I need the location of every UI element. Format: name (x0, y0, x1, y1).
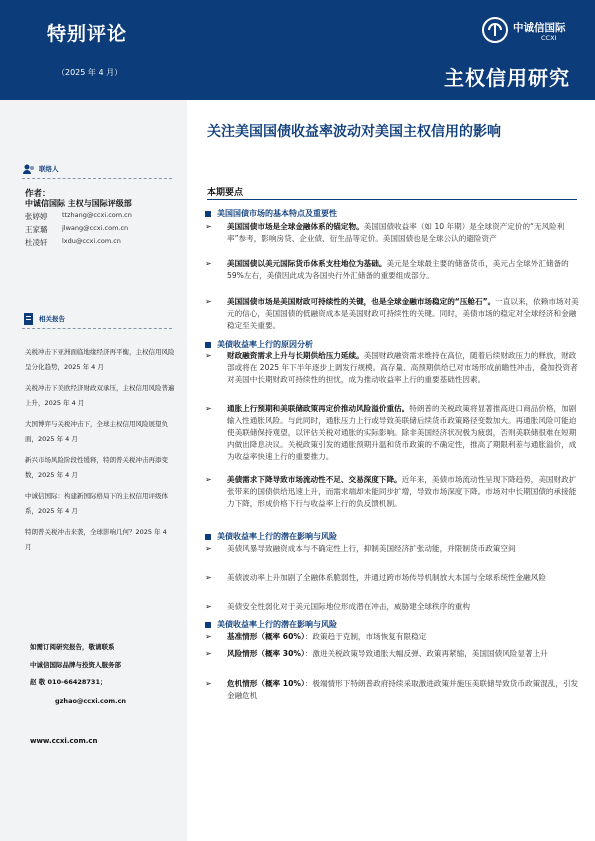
item-lead: 通胀上行预期和美联储政策再定价推动风险溢价重估。 (227, 404, 410, 413)
divider (22, 178, 172, 179)
section-heading (205, 208, 337, 219)
related-label: 相关报告 (39, 315, 65, 323)
item-lead: 美国国债市场是全球金融体系的锚定物。 (227, 222, 364, 231)
related-report[interactable]: 中诚信国际：构建新国际格局下的主权信用评级体系，2025 年 4 月 (25, 492, 168, 515)
section-heading (205, 619, 337, 630)
contacts-label: 联络人 (39, 165, 59, 173)
arrow-bullet-icon: ➢ (205, 679, 212, 688)
logo-text: 中诚信国际 (513, 22, 566, 34)
authors-org: 中诚信国际 主权与国际评级部 (25, 199, 132, 208)
arrow-bullet-icon: ➢ (205, 351, 212, 360)
list-item (205, 350, 580, 386)
section-heading (205, 339, 313, 350)
section-heading-text: 美债收益率上行的潜在影响与风险 (217, 532, 337, 541)
related-heading (22, 313, 65, 325)
section-heading-text: 美国国债市场的基本特点及重要性 (217, 209, 337, 218)
list-item (205, 543, 580, 555)
contacts-heading (22, 163, 59, 175)
service-dept: 中诚信国际品牌与投资人服务部 (30, 661, 121, 669)
item-lead: 危机情形（概率 10%） (227, 679, 305, 688)
contact-email[interactable]: gzhao@ccxi.com.cn (55, 697, 127, 705)
item-text: 美债风暴导致融资成本与不确定性上行，抑制美国经济扩张动能，并限制货币政策空间 (227, 544, 516, 553)
item-lead: 美国国债市场是美国财政可持续性的关键，也是全球金融市场稳定的“压舱石”。 (227, 297, 496, 306)
section-heading-text: 美债收益率上行的潜在影响与风险 (217, 620, 337, 629)
divider (22, 328, 172, 329)
author-entry (25, 211, 132, 222)
arrow-bullet-icon: ➢ (205, 649, 212, 658)
list-item (205, 403, 580, 463)
list-item (205, 474, 580, 510)
item-lead: 基准情形（概率 60%） (227, 632, 305, 641)
item-text: 美元是全球最主要的储备货币，美元占全球外汇储备的 59%左右，美债因此成为各国央行外汇储备的重要组成部分。 (227, 259, 569, 280)
item-lead: 风险情形（概率 30%） (227, 649, 305, 658)
square-bullet-icon (205, 342, 211, 348)
square-bullet-icon (205, 534, 211, 540)
list-item (205, 678, 580, 702)
document-icon (22, 313, 36, 325)
item-text: 美国国债收益率（如 10 年期）是全球资产定价的“无风险利率”参考，影响房贷、企业债、衍生品等定价。美国国债也是全球公认的避险资产 (227, 222, 565, 243)
list-item (205, 258, 580, 282)
page-title: 关注美国国债收益率波动对美国主权信用的影响 (207, 124, 501, 140)
square-bullet-icon (205, 622, 211, 628)
arrow-bullet-icon: ➢ (205, 475, 212, 484)
item-text: 美债安全性弱化对于美元国际地位形成潜在冲击，威胁建全球秩序的重构 (227, 602, 470, 611)
author-entry (25, 237, 121, 248)
arrow-bullet-icon: ➢ (205, 544, 212, 553)
contacts-icon (22, 163, 36, 175)
related-report[interactable]: 关税冲击下美欧经济财政双承压，主权信用风险普遍上升，2025 年 4 月 (25, 384, 175, 407)
report-series: 主权信用研究 (444, 66, 570, 90)
report-category: 特别评论 (47, 23, 128, 45)
section-heading-text: 美债收益率上行的原因分析 (217, 340, 313, 349)
related-report[interactable]: 新兴市场风险阶段性缓释，特朗普关税冲击再添变数，2025 年 4 月 (25, 456, 168, 479)
section-heading (205, 531, 337, 542)
arrow-bullet-icon: ➢ (205, 573, 212, 582)
author-name: 张婷婷 (25, 212, 48, 221)
item-text: ：政策趋于克制，市场恢复有限稳定 (304, 632, 427, 641)
item-text: 一直以来，依赖市场对美元的信心，美国国债的低融资成本是美国财政可持续性的关键。同时，美债市场的稳定对全球经济和金融稳定至关重要。 (227, 297, 579, 330)
item-text: 美国财政融资需求维持在高位，随着后续财政压力的释放，财政部或将在 2025 年下半年逐步上调发行规模。高存量、高预期供给已对市场形成前瞻性冲击，叠加投资者对美国中长期财政可持续性的担忧，成为推动收益率上行的重要基础性因素。 (227, 351, 578, 384)
contact-phone: 赵 敬 010-66428731； (30, 678, 107, 686)
logo-subtext: CCXI (541, 34, 557, 42)
subscribe-note: 如需订阅研究报告，敬请联系 (30, 643, 115, 651)
list-item (205, 296, 580, 332)
item-text: 特朗普的关税政策将显著推高进口商品价格，加剧输入性通胀风险。与此同时，通胀压力上行或导致美联储后续货币政策路径变数加大。再通胀风险可能迫使美联储保持观望，以评估关税对通胀的实际影响。除非美国经济状况极为疲弱，否则美联储很难在短期内做出降息决议。关税政策引发的通胀预期升温和货币政策的不确定性，推高了期限利差与通胀溢价，成为收益率快速上行的重要推力。 (227, 404, 577, 461)
item-lead: 财政融资需求上升与长期供给压力延续。 (227, 351, 364, 360)
arrow-bullet-icon: ➢ (205, 602, 212, 611)
list-item (205, 221, 580, 245)
website-link[interactable]: www.ccxi.com.cn (30, 737, 98, 745)
item-lead: 美国国债以美元国际货币体系支柱地位为基础。 (227, 259, 387, 268)
author-email[interactable]: lxdu@ccxi.com.cn (62, 237, 121, 245)
item-text: 近年来，美债市场流动性呈现下降趋势，美国财政扩张带来的国债供给迅速上升，而需求端却未能同步扩增，导致市场深度下降。市场对中长期国债的承接能力下降，形成价格下行与收益率上行的负反馈机制。 (227, 475, 577, 508)
item-text: ：激进关税政策导致通胀大幅反弹、政策再紧缩，美国国债风险显著上升 (304, 649, 548, 658)
author-name: 王家璐 (25, 225, 48, 234)
list-item (205, 648, 580, 660)
related-report[interactable]: 大国博弈与关税冲击下，全球主权信用风险展望负面，2025 年 4 月 (25, 420, 168, 443)
related-report[interactable]: 关税冲击下亚洲面临地缘经济再平衡，主权信用风险呈分化趋势，2025 年 4 月 (25, 348, 175, 371)
item-text: ：极端情形下特朗普政府持续采取激进政策并施压美联储导致货币政策混乱，引发金融危机 (227, 679, 579, 700)
author-email[interactable]: jlwang@ccxi.com.cn (62, 224, 129, 232)
report-date: （2025 年 4 月） (57, 68, 123, 77)
item-text: 美债波动率上升加剧了全融体系脆弱性，并通过跨市场传导机制放大本国与全球系统性金融风险 (227, 573, 546, 582)
arrow-bullet-icon: ➢ (205, 632, 212, 641)
list-item (205, 601, 580, 613)
authors-label: 作者： (25, 189, 51, 199)
summary-divider (207, 199, 577, 200)
author-entry (25, 224, 129, 235)
author-email[interactable]: ttzhang@ccxi.com.cn (62, 211, 132, 219)
header-banner (0, 0, 595, 100)
square-bullet-icon (205, 211, 211, 217)
related-report[interactable]: 特朗普关税冲击来袭，全球影响几何？2025 年 4 月 (25, 528, 167, 551)
list-item (205, 631, 580, 643)
summary-heading: 本期要点 (207, 188, 244, 198)
company-logo (479, 16, 571, 46)
arrow-bullet-icon: ➢ (205, 297, 212, 306)
list-item (205, 572, 580, 584)
arrow-bullet-icon: ➢ (205, 222, 212, 231)
arrow-bullet-icon: ➢ (205, 404, 212, 413)
arrow-bullet-icon: ➢ (205, 259, 212, 268)
author-name: 杜凌轩 (25, 238, 48, 247)
item-lead: 美债需求下降导致市场流动性不足、交易深度下降。 (227, 475, 402, 484)
logo-emblem-icon (481, 16, 509, 44)
